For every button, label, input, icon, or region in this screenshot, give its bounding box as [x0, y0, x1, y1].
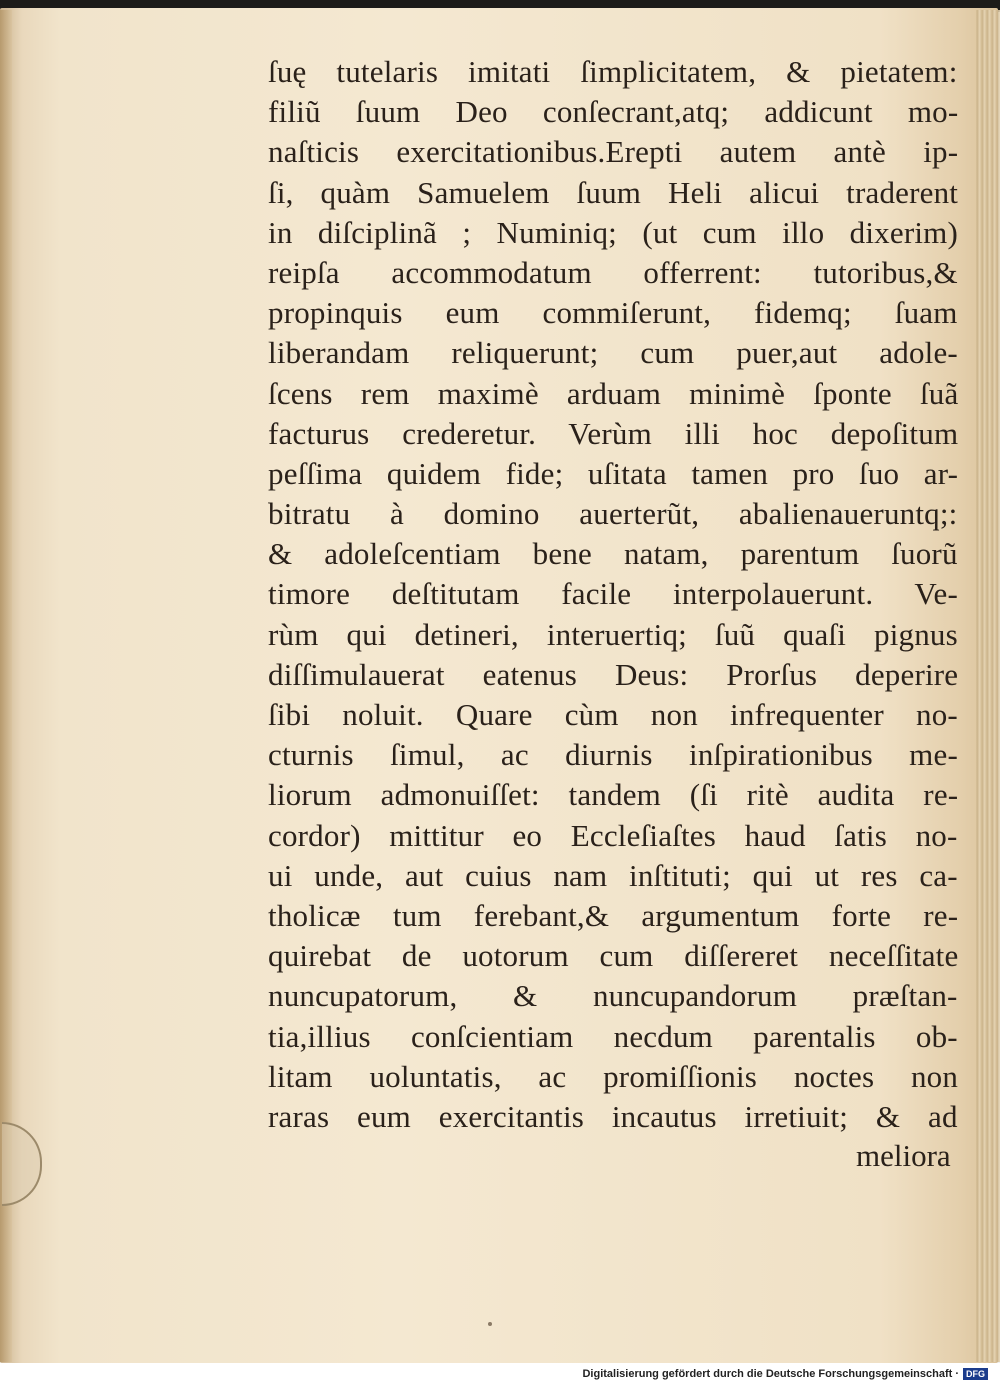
text-line: cturnis ſimul, ac diurnis inſpirationibus me-: [268, 737, 958, 773]
text-line: diſſimulauerat eatenus Deus: Prorſus deperire: [268, 656, 959, 692]
text-line: liorum admonuiſſet: tandem (ſi ritè audita re-: [268, 777, 959, 813]
text-line: raras eum exercitantis incautus irretiuit; & ad: [268, 1098, 958, 1134]
text-line: ui unde, aut cuius nam inſtituti; qui ut res ca-: [268, 857, 958, 893]
text-line: liberandam reliquerunt; cum puer,aut adole-: [268, 335, 958, 371]
text-line: facturus crederetur. Verùm illi hoc depoſitum: [268, 415, 959, 451]
text-line: nuncupatorum, & nuncupandorum præſtan-: [268, 978, 958, 1014]
text-line: reipſa accommodatum offerrent: tutoribus,&: [268, 254, 958, 290]
text-line: peſſima quidem fide; uſitata tamen pro ſuo ar-: [268, 455, 959, 491]
text-line: litam uoluntatis, ac promiſſionis noctes non: [268, 1058, 959, 1094]
text-line: naſticis exercitationibus.Erepti autem antè ip-: [268, 134, 959, 170]
text-line: in diſciplinã ; Numiniq; (ut cum illo dixerim): [268, 214, 958, 250]
text-line: tia,illius conſcientiam necdum parentalis ob-: [268, 1018, 958, 1054]
text-line: ſcens rem maximè arduam minimè ſponte ſuã: [268, 375, 959, 411]
text-line: quirebat de uotorum cum diſſereret neceſſitate: [268, 938, 959, 974]
credit-text: Digitalisierung gefördert durch die Deutsche Forschungsgemeinschaft ·: [582, 1368, 959, 1380]
text-line: cordor) mittitur eo Eccleſiaſtes haud ſatis no-: [268, 817, 958, 853]
text-line: ſuę tutelaris imitati ſimplicitatem, & pietatem:: [268, 54, 958, 89]
text-line: tholicæ tum ferebant,& argumentum forte re-: [268, 897, 959, 933]
text-line: filiũ ſuum Deo conſecrant,atq; addicunt mo-: [268, 94, 959, 130]
ink-dot: [488, 1322, 492, 1326]
text-line: bitratu à domino auerterũt, abalienaueruntq;:: [268, 496, 958, 532]
text-line: & adoleſcentiam bene natam, parentum ſuorũ: [268, 536, 958, 572]
page-stack-edge: [976, 10, 1000, 1362]
text-line: timore deſtitutam facile interpolauerunt. Ve-: [268, 576, 959, 612]
digitization-credit: [582, 1368, 988, 1380]
dfg-logo: DFG: [963, 1368, 988, 1380]
text-line: rùm qui detineri, interuertiq; ſuũ quaſi pignus: [268, 616, 958, 652]
text-line: propinquis eum commiſerunt, fidemq; ſuam: [268, 295, 958, 331]
catchword: meliora: [856, 1138, 951, 1173]
text-line: ſibi noluit. Quare cùm non infrequenter no-: [268, 697, 958, 732]
body-text: [268, 52, 968, 1137]
text-line: ſi, quàm Samuelem ſuum Heli alicui traderent: [268, 174, 959, 210]
